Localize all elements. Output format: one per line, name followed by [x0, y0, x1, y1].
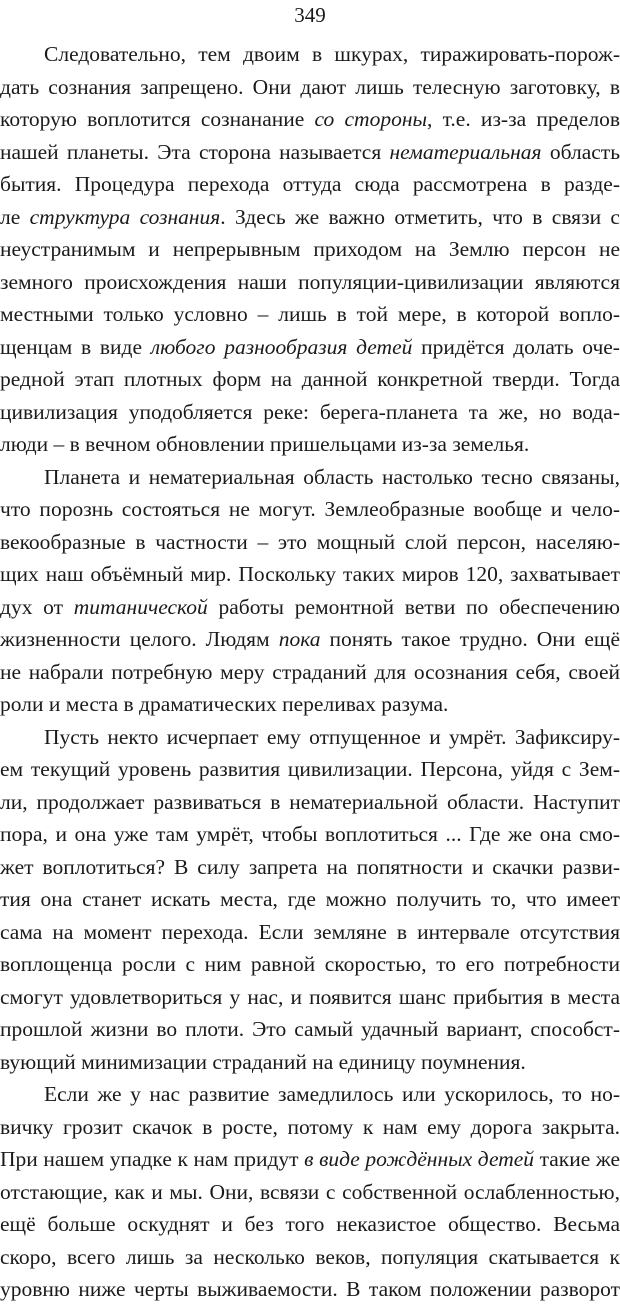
text-segment: бытия. Процедура перехода оттуда сюда рассмотрена в разде-: [0, 172, 620, 196]
text-line: [0, 266, 620, 299]
text-segment: сама на момент перехода. Если земляне в интервале отсутствия: [0, 920, 620, 944]
text-line: [0, 721, 620, 754]
text-segment: тия она станет искать места, где можно получить то, что имеет: [0, 887, 620, 911]
text-segment: не набрали потребную меру страданий для осознания себя, своей: [0, 660, 620, 684]
text-line: [0, 558, 620, 591]
text-line: [0, 1046, 620, 1079]
text-line: [0, 591, 620, 624]
text-segment: жет воплотиться? В силу запрета на попятности и скачки разви-: [0, 855, 620, 879]
text-line: [0, 71, 620, 104]
text-line: [0, 981, 620, 1014]
text-segment: . Здесь же важно отметить, что в связи с: [220, 205, 620, 229]
text-line: [0, 786, 620, 819]
text-segment: щих наш объёмный мир. Поскольку таких миров 120, захватывает: [0, 562, 620, 586]
text-segment: Следовательно, тем двоим в шкурах, тиражировать-порож-: [44, 42, 620, 66]
text-segment: При нашем упадке к нам придут: [0, 1147, 304, 1171]
text-segment: область: [542, 140, 620, 164]
italic-text: структура сознания: [30, 205, 221, 229]
text-segment: земного происхождения наши популяции-цивилизации являются: [0, 270, 620, 294]
text-segment: редной этап плотных форм на данной конкретной тверди. Тогда: [0, 367, 620, 391]
text-line: [0, 103, 620, 136]
italic-text: в виде рождённых детей: [304, 1147, 534, 1171]
text-segment: нашей планеты. Эта сторона называется: [0, 140, 390, 164]
text-line: [0, 526, 620, 559]
text-segment: дать сознания запрещено. Они дают лишь телесную заготовку, в: [0, 75, 620, 99]
text-segment: смогут удовлетвориться у нас, и появится шанс прибытия в места: [0, 985, 620, 1009]
text-segment: ле: [0, 205, 30, 229]
text-segment: неустранимым и непрерывным приходом на Землю персон не: [0, 237, 620, 261]
text-line: [0, 168, 620, 201]
text-line: [0, 363, 620, 396]
text-line: [0, 38, 620, 71]
text-segment: отстающие, как и мы. Они, всвязи с собственной ослабленностью,: [0, 1180, 620, 1204]
text-line: [0, 1111, 620, 1144]
text-line: [0, 1241, 620, 1274]
text-segment: жизненности целого. Людям: [0, 627, 279, 651]
italic-text: пока: [279, 627, 321, 651]
italic-text: нематериальная: [390, 140, 542, 164]
text-segment: Пусть некто исчерпает ему отпущенное и умрёт. Зафиксиру-: [44, 725, 620, 749]
italic-text: титанической: [74, 595, 208, 619]
text-segment: понять такое трудно. Они ещё: [321, 627, 620, 651]
text-line: [0, 201, 620, 234]
text-line: [0, 1208, 620, 1241]
text-line: [0, 233, 620, 266]
text-segment: что порознь состояться не могут. Землеобразные вообще и чело-: [0, 497, 620, 521]
text-line: [0, 1143, 620, 1176]
text-line: [0, 753, 620, 786]
text-segment: щенцам в виде: [0, 335, 151, 359]
text-segment: ли, продолжает развиваться в нематериальной области. Наступит: [0, 790, 620, 814]
text-segment: , т.е. из-за пределов: [427, 107, 620, 131]
text-segment: Если же у нас развитие замедлилось или ускорилось, то но-: [44, 1082, 620, 1106]
text-line: [0, 1176, 620, 1209]
text-segment: ем текущий уровень развития цивилизации. Персона, уйдя с Зем-: [0, 757, 620, 781]
text-line: [0, 1078, 620, 1111]
text-segment: которую воплотится сознанание: [0, 107, 315, 131]
text-segment: векообразные в частности – это мощный слой персон, населяю-: [0, 530, 620, 554]
text-line: [0, 656, 620, 689]
text-line: [0, 136, 620, 169]
text-line: [0, 623, 620, 656]
italic-text: любого разнообразия детей: [151, 335, 413, 359]
text-segment: пора, и она уже там умрёт, чтобы воплотиться ... Где же она смо-: [0, 822, 620, 846]
text-line: [0, 818, 620, 851]
text-line: [0, 916, 620, 949]
text-line: [0, 1273, 620, 1306]
text-segment: люди – в вечном обновлении пришельцами из-за земелья.: [0, 432, 529, 456]
text-line: [0, 851, 620, 884]
text-segment: такие же: [534, 1147, 620, 1171]
text-segment: дух от: [0, 595, 74, 619]
text-segment: вичку грозит скачок в росте, потому к нам ему дорога закрыта.: [0, 1115, 620, 1139]
text-segment: скоро, всего лишь за несколько веков, популяция скатывается к: [0, 1245, 620, 1269]
text-line: [0, 883, 620, 916]
text-segment: прошлой жизни во плоти. Это самый удачный вариант, способст-: [0, 1017, 620, 1041]
text-segment: работы ремонтной ветви по обеспечению: [208, 595, 620, 619]
text-segment: местными только условно – лишь в той мере, в которой вопло-: [0, 302, 620, 326]
text-segment: придётся долать оче-: [412, 335, 620, 359]
text-segment: вующий минимизации страданий на единицу поумнения.: [0, 1050, 526, 1074]
text-segment: Планета и нематериальная область настолько тесно связаны,: [44, 465, 620, 489]
text-line: [0, 461, 620, 494]
page-number: 349: [0, 2, 620, 28]
text-line: [0, 948, 620, 981]
text-line: [0, 298, 620, 331]
text-line: [0, 396, 620, 429]
text-line: [0, 493, 620, 526]
text-segment: цивилизация уподобляется реке: берега-планета та же, но вода-: [0, 400, 620, 424]
text-segment: роли и места в драматических переливах разума.: [0, 692, 448, 716]
text-segment: воплощенца росли с ним равной скоростью, то его потребности: [0, 952, 620, 976]
text-segment: ещё больше оскуднят и без того неказистое общество. Весьма: [0, 1212, 620, 1236]
text-segment: уровню ниже черты выживаемости. В таком положении разворот: [0, 1277, 620, 1301]
text-line: [0, 331, 620, 364]
text-line: [0, 688, 620, 721]
italic-text: со стороны: [315, 107, 428, 131]
body-text: [0, 38, 620, 1306]
text-line: [0, 428, 620, 461]
